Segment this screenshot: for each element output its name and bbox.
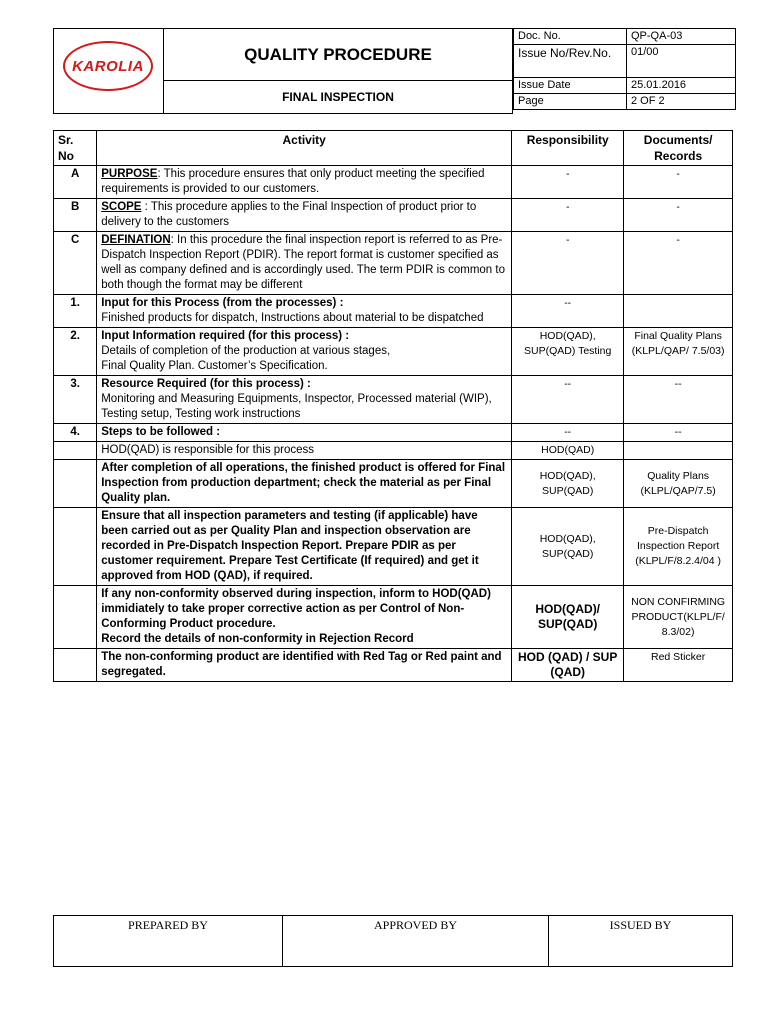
table-row [54,460,733,508]
row-title: Resource Required (for this process) : [101,378,311,390]
meta-value: 2 OF 2 [627,94,736,110]
row-text: Final Quality Plan. Customer’s Specification. [101,360,328,372]
signature-table [53,915,733,967]
row-label: DEFINATION [101,234,171,246]
activity-cell [97,166,512,199]
table-row [54,508,733,586]
logo-cell [54,29,164,113]
company-logo [63,41,153,91]
col-header-sr: Sr. No [54,131,97,166]
sr-cell: 2. [54,328,97,376]
table-row [54,424,733,442]
responsibility-cell: HOD(QAD)/ SUP(QAD) [512,586,624,649]
activity-cell: Steps to be followed : [97,424,512,442]
activity-cell [97,328,512,376]
documents-cell: - [624,199,733,232]
sr-cell [54,442,97,460]
sr-cell: 3. [54,376,97,424]
responsibility-cell: - [512,199,624,232]
documents-cell: Quality Plans (KLPL/QAP/7.5) [624,460,733,508]
table-row [54,586,733,649]
meta-value: 01/00 [627,45,736,78]
table-row [54,649,733,682]
row-label: SCOPE [101,201,142,213]
row-label: PURPOSE [101,168,158,180]
activity-cell [97,376,512,424]
meta-value: QP-QA-03 [627,29,736,45]
col-header-documents: Documents/ Records [624,131,733,166]
documents-cell: Final Quality Plans (KLPL/QAP/ 7.5/03) [624,328,733,376]
sr-cell [54,586,97,649]
sr-cell: B [54,199,97,232]
table-row [54,328,733,376]
approved-by-cell: APPROVED BY [283,916,549,967]
sr-cell [54,460,97,508]
sr-cell: C [54,232,97,295]
meta-row [514,29,736,45]
row-text: : In this procedure the final inspection report is referred to as Pre-Dispatch Inspection Report (PDIR). The report format is customer specified as well as company defined and is accordingly used. The term PDIR is common to both though the format may be different [101,234,505,291]
table-row [54,166,733,199]
sr-cell: A [54,166,97,199]
meta-key: Page [514,94,627,110]
row-text: Finished products for dispatch, Instructions about material to be dispatched [101,312,484,324]
meta-key: Doc. No. [514,29,627,45]
row-title: Input Information required (for this process) : [101,330,350,342]
activity-cell: The non-conforming product are identified with Red Tag or Red paint and segregated. [97,649,512,682]
row-title: Input for this Process (from the processes) : [101,297,344,309]
responsibility-cell: -- [512,376,624,424]
documents-cell: -- [624,376,733,424]
responsibility-cell: HOD(QAD), SUP(QAD) [512,508,624,586]
documents-cell: - [624,232,733,295]
meta-row [514,94,736,110]
table-row [54,442,733,460]
issued-by-cell: ISSUED BY [549,916,733,967]
table-header-row [54,131,733,166]
documents-cell [624,295,733,328]
documents-cell: Pre-Dispatch Inspection Report (KLPL/F/8.2.4/04 ) [624,508,733,586]
activity-cell: After completion of all operations, the finished product is offered for Final Inspection from production department; check the material as per Final Quality plan. [97,460,512,508]
documents-cell [624,442,733,460]
signature-row [54,916,733,967]
procedure-table [53,130,733,682]
responsibility-cell: -- [512,295,624,328]
activity-cell [97,199,512,232]
responsibility-cell: HOD (QAD) / SUP (QAD) [512,649,624,682]
meta-key: Issue No/Rev.No. [514,45,627,78]
row-text: Record the details of non-conformity in Rejection Record [101,633,414,645]
documents-cell: NON CONFIRMING PRODUCT(KLPL/F/ 8.3/02) [624,586,733,649]
responsibility-cell: - [512,166,624,199]
document-header [53,28,513,114]
meta-row [514,78,736,94]
row-text: : This procedure applies to the Final Inspection of product prior to delivery to the customers [101,201,477,228]
documents-cell: - [624,166,733,199]
prepared-by-cell: PREPARED BY [54,916,283,967]
document-subtitle: FINAL INSPECTION [282,90,394,104]
meta-value: 25.01.2016 [627,78,736,94]
row-text: Details of completion of the production at various stages, [101,345,391,357]
table-row [54,199,733,232]
sr-cell [54,508,97,586]
col-header-activity: Activity [97,131,512,166]
table-row [54,376,733,424]
col-header-responsibility: Responsibility [512,131,624,166]
activity-cell [97,295,512,328]
responsibility-cell: -- [512,424,624,442]
documents-cell: Red Sticker [624,649,733,682]
responsibility-cell: - [512,232,624,295]
logo-text: KAROLIA [72,57,144,75]
row-text: Monitoring and Measuring Equipments, Inspector, Processed material (WIP), Testing setup, Testing work instructions [101,393,492,420]
responsibility-cell: HOD(QAD) [512,442,624,460]
table-row [54,232,733,295]
documents-cell: -- [624,424,733,442]
sr-cell: 1. [54,295,97,328]
document-title: QUALITY PROCEDURE [164,29,512,81]
activity-cell [97,232,512,295]
meta-row [514,45,736,78]
sr-cell: 4. [54,424,97,442]
activity-cell: Ensure that all inspection parameters and testing (if applicable) have been carried out as per Quality Plan and inspection observation are recorded in Pre-Dispatch Inspection Report. Prepare PDIR as per customer requirement. Prepare Test Certificate (If required) and get it approved from HOD (QAD), if required. [97,508,512,586]
meta-key: Issue Date [514,78,627,94]
activity-cell: HOD(QAD) is responsible for this process [97,442,512,460]
activity-cell [97,586,512,649]
sr-cell [54,649,97,682]
document-meta-table [513,28,736,110]
row-text: If any non-conformity observed during inspection, inform to HOD(QAD) immidiately to take proper corrective action as per Control of Non-Conforming Product procedure. [101,588,491,630]
responsibility-cell: HOD(QAD), SUP(QAD) Testing [512,328,624,376]
table-row [54,295,733,328]
responsibility-cell: HOD(QAD), SUP(QAD) [512,460,624,508]
row-text: : This procedure ensures that only product meeting the specified requirements is provided to our customers. [101,168,485,195]
